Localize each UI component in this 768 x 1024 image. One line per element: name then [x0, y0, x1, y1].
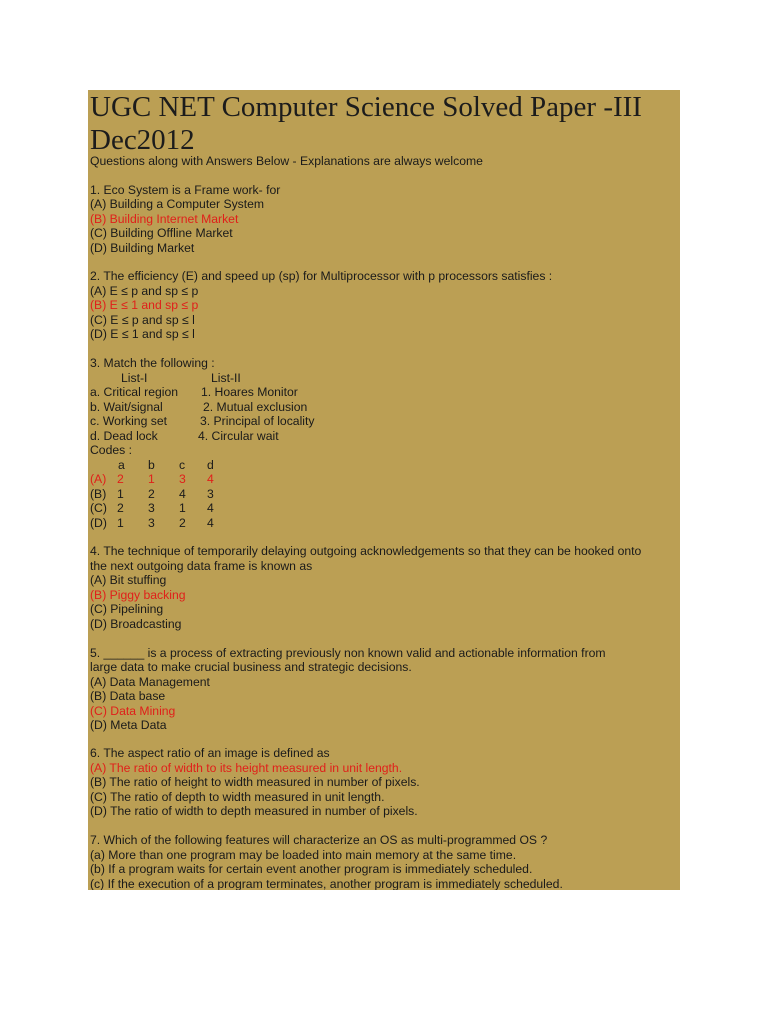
code-row-a-val-1: 2 [117, 472, 124, 486]
code-row-d-label: (D) [90, 516, 107, 530]
code-row-b-val-3: 4 [179, 487, 186, 501]
q3-left-b: b. Wait/signal [90, 400, 163, 414]
code-row-d-val-2: 3 [148, 516, 155, 530]
code-row-c-val-4: 4 [207, 501, 214, 515]
code-row-c-label: (C) [90, 501, 107, 515]
page-subtitle: Questions along with Answers Below - Explanations are always welcome [90, 154, 483, 168]
q2-option-c: (C) E ≤ p and sp ≤ l [90, 313, 195, 327]
code-header-b: b [148, 458, 155, 472]
code-row-a-val-4: 4 [207, 472, 214, 486]
q3-left-d: d. Dead lock [90, 429, 158, 443]
q3-right-4: 4. Circular wait [198, 429, 279, 443]
q3-stem: 3. Match the following : [90, 356, 215, 370]
q5-stem-line1: 5. ______ is a process of extracting previously non known valid and actionable information from [90, 646, 606, 660]
q6-option-c: (C) The ratio of depth to width measured in unit length. [90, 790, 385, 804]
q5-stem-line2: large data to make crucial business and strategic decisions. [90, 660, 412, 674]
q6-option-d: (D) The ratio of width to depth measured in number of pixels. [90, 804, 418, 818]
q1-option-d: (D) Building Market [90, 241, 195, 255]
q3-right-1: 1. Hoares Monitor [201, 385, 298, 399]
q4-option-d: (D) Broadcasting [90, 617, 182, 631]
q6-option-b: (B) The ratio of height to width measured in number of pixels. [90, 775, 420, 789]
code-row-c-val-1: 2 [117, 501, 124, 515]
q2-stem: 2. The efficiency (E) and speed up (sp) for Multiprocessor with p processors satisfies : [90, 269, 553, 283]
code-header-a: a [118, 458, 125, 472]
code-header-c: c [179, 458, 186, 472]
q4-option-a: (A) Bit stuffing [90, 573, 167, 587]
code-row-d-val-3: 2 [179, 516, 186, 530]
q3-codes-label: Codes : [90, 443, 133, 457]
q5-option-d: (D) Meta Data [90, 718, 167, 732]
code-row-b-val-1: 1 [117, 487, 124, 501]
q2-option-d: (D) E ≤ 1 and sp ≤ l [90, 327, 195, 341]
code-row-b-label: (B) [90, 487, 107, 501]
q4-option-c: (C) Pipelining [90, 602, 164, 616]
code-row-a-val-2: 1 [148, 472, 155, 486]
code-header-d: d [207, 458, 214, 472]
q2-option-a: (A) E ≤ p and sp ≤ p [90, 284, 199, 298]
q2-option-b: (B) E ≤ 1 and sp ≤ p [90, 298, 199, 312]
q7-option-c: (c) If the execution of a program terminates, another program is immediately scheduled. [90, 877, 563, 890]
code-row-c-val-2: 3 [148, 501, 155, 515]
q1-stem: 1. Eco System is a Frame work- for [90, 183, 281, 197]
q4-stem-line2: the next outgoing data frame is known as [90, 559, 313, 573]
code-row-b-val-4: 3 [207, 487, 214, 501]
code-row-c-val-3: 1 [179, 501, 186, 515]
q5-option-a: (A) Data Management [90, 675, 210, 689]
q1-option-a: (A) Building a Computer System [90, 197, 265, 211]
code-row-d-val-1: 1 [117, 516, 124, 530]
q3-list2-header: List-II [211, 371, 241, 385]
q3-left-a: a. Critical region [90, 385, 179, 399]
q4-stem-line1: 4. The technique of temporarily delaying outgoing acknowledgements so that they can be hooked onto [90, 544, 642, 558]
code-row-b-val-2: 2 [148, 487, 155, 501]
q7-option-b: (b) If a program waits for certain event another program is immediately scheduled. [90, 862, 533, 876]
code-row-d-val-4: 4 [207, 516, 214, 530]
q4-option-b: (B) Piggy backing [90, 588, 186, 602]
q3-right-3: 3. Principal of locality [200, 414, 315, 428]
q3-left-c: c. Working set [90, 414, 167, 428]
q3-list1-header: List-I [121, 371, 148, 385]
code-row-a-label: (A) [90, 472, 107, 486]
q6-option-a: (A) The ratio of width to its height measured in unit length. [90, 761, 403, 775]
document-page [88, 90, 680, 890]
q5-option-c: (C) Data Mining [90, 704, 176, 718]
q6-stem: 6. The aspect ratio of an image is defined as [90, 746, 330, 760]
q1-option-c: (C) Building Offline Market [90, 226, 233, 240]
code-row-a-val-3: 3 [179, 472, 186, 486]
page-title: UGC NET Computer Science Solved Paper -III Dec2012 [90, 91, 642, 156]
q3-right-2: 2. Mutual exclusion [203, 400, 308, 414]
q5-option-b: (B) Data base [90, 689, 166, 703]
q7-stem: 7. Which of the following features will characterize an OS as multi-programmed OS ? [90, 833, 548, 847]
q7-option-a: (a) More than one program may be loaded into main memory at the same time. [90, 848, 517, 862]
q1-option-b: (B) Building Internet Market [90, 212, 239, 226]
